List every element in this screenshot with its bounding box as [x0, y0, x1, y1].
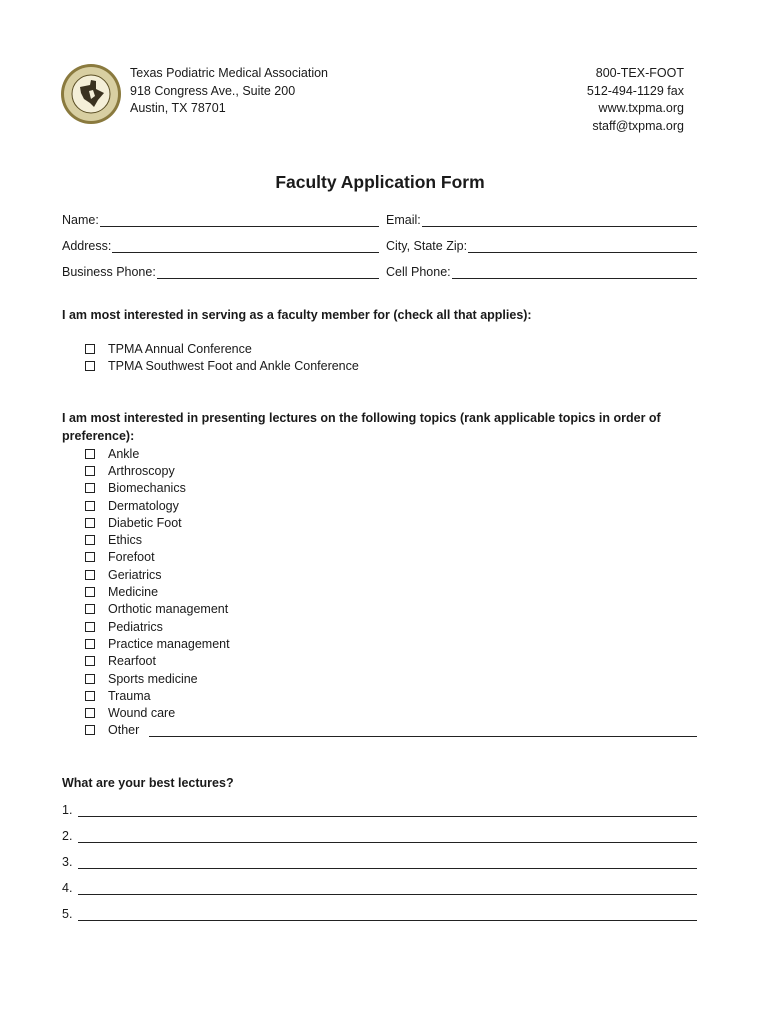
topic-label: Ethics	[108, 533, 143, 548]
conference-checklist	[85, 340, 359, 375]
lecture-entry[interactable]	[62, 853, 697, 869]
association-address	[130, 65, 328, 118]
topic-label: Arthroscopy	[108, 463, 175, 478]
conference-option[interactable]	[85, 357, 359, 374]
topic-option[interactable]	[85, 480, 697, 497]
city-state-zip-input-line[interactable]	[468, 239, 697, 253]
topic-label: Practice management	[108, 636, 230, 651]
lecture-number: 5.	[62, 907, 73, 921]
topic-label: Ankle	[108, 446, 140, 461]
city-state-zip-label: City, State Zip:	[386, 239, 468, 253]
topic-option[interactable]	[85, 583, 697, 600]
lecture-entry[interactable]	[62, 879, 697, 895]
lecture-number: 2.	[62, 829, 73, 843]
checkbox[interactable]	[85, 501, 95, 511]
topic-option[interactable]	[85, 497, 697, 514]
faculty-question: I am most interested in serving as a faculty member for (check all that applies):	[62, 308, 532, 322]
topic-option[interactable]	[85, 549, 697, 566]
checkbox[interactable]	[85, 604, 95, 614]
lecture-entry[interactable]	[62, 827, 697, 843]
city-state-zip-field[interactable]	[386, 237, 697, 253]
checkbox[interactable]	[85, 361, 95, 371]
topic-label: Forefoot	[108, 550, 155, 565]
association-contact	[587, 65, 684, 135]
checkbox[interactable]	[85, 674, 95, 684]
city-address: Austin, TX 78701	[130, 101, 226, 115]
name-label: Name:	[62, 213, 99, 227]
cell-phone-input-line[interactable]	[452, 265, 697, 279]
lecture-number: 4.	[62, 881, 73, 895]
topics-checklist	[85, 445, 697, 739]
lecture-number: 1.	[62, 803, 73, 817]
lecture-input-line[interactable]	[78, 829, 697, 843]
topic-option[interactable]	[85, 462, 697, 479]
checkbox[interactable]	[85, 691, 95, 701]
topic-option[interactable]	[85, 704, 697, 721]
cell-phone-label: Cell Phone:	[386, 265, 451, 279]
fax-number: 512-494-1129 fax	[586, 83, 684, 98]
lecture-input-line[interactable]	[78, 907, 697, 921]
email-field[interactable]	[386, 211, 697, 227]
topic-label: Rearfoot	[108, 654, 156, 669]
checkbox[interactable]	[85, 570, 95, 580]
topic-label: Geriatrics	[108, 567, 162, 582]
email-address: staff@txpma.org	[592, 118, 684, 133]
form-title: Faculty Application Form	[275, 172, 485, 192]
checkbox[interactable]	[85, 449, 95, 459]
checkbox[interactable]	[85, 622, 95, 632]
topic-label: Sports medicine	[108, 671, 198, 686]
business-phone-label: Business Phone:	[62, 265, 156, 279]
topic-option[interactable]	[85, 514, 697, 531]
topic-option[interactable]	[85, 670, 697, 687]
other-input-line[interactable]	[149, 723, 697, 737]
lecture-entry[interactable]	[62, 801, 697, 817]
street-address: 918 Congress Ave., Suite 200	[130, 83, 296, 98]
checkbox[interactable]	[85, 656, 95, 666]
business-phone-field[interactable]	[62, 263, 379, 279]
topic-label: Diabetic Foot	[108, 515, 182, 530]
checkbox[interactable]	[85, 535, 95, 545]
topics-question: I am most interested in presenting lectures on the following topics (rank applicable topics in order of preference):	[62, 411, 661, 443]
address-field[interactable]	[62, 237, 379, 253]
checkbox[interactable]	[85, 587, 95, 597]
address-label: Address:	[62, 239, 112, 253]
topic-label: Biomechanics	[108, 481, 186, 496]
conference-label: TPMA Southwest Foot and Ankle Conference	[108, 358, 359, 373]
checkbox[interactable]	[85, 483, 95, 493]
email-label: Email:	[386, 213, 421, 227]
topic-label: Pediatrics	[108, 619, 163, 634]
cell-phone-field[interactable]	[386, 263, 697, 279]
topic-option[interactable]	[85, 618, 697, 635]
topic-option[interactable]	[85, 531, 697, 548]
lecture-input-line[interactable]	[78, 881, 697, 895]
name-field[interactable]	[62, 211, 379, 227]
topic-label: Wound care	[108, 706, 176, 721]
topic-option[interactable]	[85, 635, 697, 652]
checkbox[interactable]	[85, 466, 95, 476]
tpma-seal-logo-icon	[60, 63, 122, 125]
lecture-number: 3.	[62, 855, 73, 869]
lecture-input-line[interactable]	[78, 803, 697, 817]
topic-option[interactable]	[85, 687, 697, 704]
lectures-question: What are your best lectures?	[62, 776, 234, 790]
checkbox[interactable]	[85, 344, 95, 354]
topic-label: Medicine	[108, 585, 159, 600]
association-name: Texas Podiatric Medical Association	[130, 66, 329, 80]
checkbox[interactable]	[85, 725, 95, 735]
checkbox[interactable]	[85, 518, 95, 528]
conference-option[interactable]	[85, 340, 359, 357]
conference-label: TPMA Annual Conference	[108, 341, 252, 356]
business-phone-input-line[interactable]	[157, 265, 379, 279]
lecture-entry[interactable]	[62, 905, 697, 921]
address-input-line[interactable]	[112, 239, 379, 253]
topic-option[interactable]	[85, 566, 697, 583]
topic-option[interactable]	[85, 601, 697, 618]
topic-option[interactable]	[85, 653, 697, 670]
lecture-input-line[interactable]	[78, 855, 697, 869]
topic-label: Dermatology	[108, 498, 179, 513]
topic-label: Other	[108, 723, 140, 738]
topic-option-other[interactable]	[85, 722, 697, 739]
phone-number: 800-TEX-FOOT	[595, 66, 684, 80]
email-input-line[interactable]	[422, 213, 697, 227]
topic-label: Trauma	[108, 688, 151, 703]
checkbox[interactable]	[85, 552, 95, 562]
name-input-line[interactable]	[100, 213, 379, 227]
topic-label: Orthotic management	[108, 602, 229, 617]
checkbox[interactable]	[85, 708, 95, 718]
topic-option[interactable]	[85, 445, 697, 462]
checkbox[interactable]	[85, 639, 95, 649]
website: www.txpma.org	[598, 101, 684, 115]
